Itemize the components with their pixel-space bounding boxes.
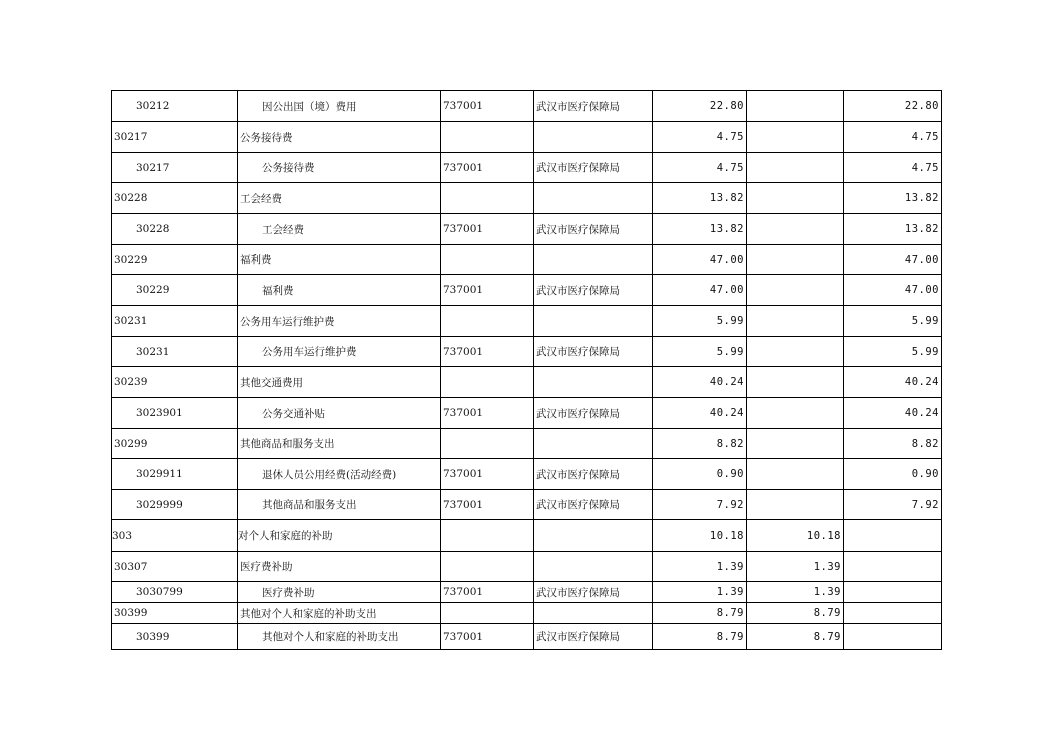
cell-total: 1.39 [653,582,747,603]
cell-total: 22.80 [653,91,747,122]
cell-unit-code: 737001 [441,398,534,429]
cell-subject-name: 公务用车运行维护费 [238,306,441,337]
cell-total: 13.82 [653,214,747,245]
cell-unit-code: 737001 [441,624,534,650]
table-row [112,552,942,582]
cell-subject-name: 公务接待费 [238,153,441,183]
cell-unit-name: 武汉市医疗保障局 [534,582,653,603]
cell-subject-code: 30239 [112,367,238,398]
cell-personnel-expense [747,275,844,306]
cell-unit-code: 737001 [441,582,534,603]
cell-subject-name: 退休人员公用经费(活动经费) [238,459,441,490]
cell-subject-code: 30212 [112,91,238,122]
cell-total: 1.39 [653,552,747,582]
cell-subject-name: 福利费 [238,245,441,275]
cell-unit-name [534,183,653,214]
cell-total: 5.99 [653,306,747,337]
cell-subject-name: 福利费 [238,275,441,306]
cell-total: 0.90 [653,459,747,490]
table-row [112,183,942,214]
cell-subject-name: 工会经费 [238,183,441,214]
cell-public-expense [844,603,942,624]
cell-public-expense [844,624,942,650]
cell-subject-code: 3029911 [112,459,238,490]
table-row [112,367,942,398]
cell-public-expense [844,552,942,582]
cell-personnel-expense [747,306,844,337]
cell-subject-code: 30231 [112,337,238,367]
cell-personnel-expense [747,367,844,398]
cell-personnel-expense [747,122,844,153]
cell-total: 40.24 [653,367,747,398]
cell-unit-name: 武汉市医疗保障局 [534,459,653,490]
table-row [112,91,942,122]
cell-personnel-expense [747,153,844,183]
cell-unit-code [441,367,534,398]
cell-unit-name [534,603,653,624]
cell-total: 47.00 [653,245,747,275]
table-row [112,245,942,275]
cell-unit-name: 武汉市医疗保障局 [534,214,653,245]
table-row [112,306,942,337]
cell-public-expense: 5.99 [844,337,942,367]
cell-personnel-expense [747,398,844,429]
cell-subject-code: 30399 [112,624,238,650]
cell-subject-code: 30228 [112,183,238,214]
cell-total: 8.79 [653,624,747,650]
cell-public-expense: 4.75 [844,122,942,153]
cell-unit-name [534,520,653,552]
cell-public-expense: 5.99 [844,306,942,337]
cell-unit-code [441,520,534,552]
cell-subject-name: 其他对个人和家庭的补助支出 [238,603,441,624]
table-row [112,520,942,552]
cell-public-expense: 4.75 [844,153,942,183]
table-row [112,275,942,306]
cell-subject-code: 30231 [112,306,238,337]
cell-unit-name: 武汉市医疗保障局 [534,153,653,183]
cell-public-expense: 7.92 [844,490,942,520]
cell-total: 13.82 [653,183,747,214]
cell-public-expense: 13.82 [844,183,942,214]
cell-total: 7.92 [653,490,747,520]
cell-subject-name: 工会经费 [238,214,441,245]
cell-unit-code: 737001 [441,275,534,306]
table-row [112,624,942,650]
cell-subject-code: 3030799 [112,582,238,603]
cell-personnel-expense: 8.79 [747,624,844,650]
cell-public-expense: 40.24 [844,367,942,398]
cell-unit-name [534,306,653,337]
cell-unit-code [441,429,534,459]
cell-personnel-expense [747,214,844,245]
cell-subject-code: 30217 [112,153,238,183]
table-row [112,337,942,367]
table-row [112,582,942,603]
cell-unit-code [441,245,534,275]
table-row [112,153,942,183]
table-row [112,122,942,153]
cell-unit-code: 737001 [441,153,534,183]
table-row [112,459,942,490]
cell-unit-name [534,367,653,398]
cell-public-expense: 40.24 [844,398,942,429]
cell-public-expense: 47.00 [844,275,942,306]
cell-subject-code: 30229 [112,245,238,275]
cell-unit-code [441,306,534,337]
cell-public-expense: 47.00 [844,245,942,275]
cell-personnel-expense: 1.39 [747,552,844,582]
cell-subject-name: 医疗费补助 [238,552,441,582]
cell-subject-name: 其他交通费用 [238,367,441,398]
cell-total: 4.75 [653,153,747,183]
cell-subject-code: 30399 [112,603,238,624]
cell-unit-name [534,429,653,459]
cell-total: 4.75 [653,122,747,153]
cell-public-expense [844,582,942,603]
cell-subject-name: 其他商品和服务支出 [238,429,441,459]
cell-subject-code: 30299 [112,429,238,459]
cell-total: 40.24 [653,398,747,429]
cell-unit-name: 武汉市医疗保障局 [534,275,653,306]
cell-personnel-expense: 8.79 [747,603,844,624]
cell-unit-code: 737001 [441,490,534,520]
cell-public-expense: 22.80 [844,91,942,122]
cell-unit-name [534,122,653,153]
table-row [112,214,942,245]
cell-unit-code: 737001 [441,91,534,122]
cell-personnel-expense: 10.18 [747,520,844,552]
cell-subject-name: 公务交通补贴 [238,398,441,429]
cell-subject-name: 公务接待费 [238,122,441,153]
table-row [112,429,942,459]
cell-unit-code: 737001 [441,214,534,245]
cell-subject-code: 3029999 [112,490,238,520]
cell-subject-name: 其他商品和服务支出 [238,490,441,520]
table-row [112,490,942,520]
cell-total: 47.00 [653,275,747,306]
cell-total: 8.82 [653,429,747,459]
cell-subject-name: 公务用车运行维护费 [238,337,441,367]
cell-subject-name: 对个人和家庭的补助 [238,520,441,552]
cell-unit-name: 武汉市医疗保障局 [534,337,653,367]
cell-subject-name: 其他对个人和家庭的补助支出 [238,624,441,650]
cell-unit-code: 737001 [441,337,534,367]
cell-total: 10.18 [653,520,747,552]
cell-unit-name [534,245,653,275]
cell-public-expense: 0.90 [844,459,942,490]
cell-subject-code: 30307 [112,552,238,582]
cell-unit-code [441,122,534,153]
cell-personnel-expense [747,337,844,367]
cell-unit-code [441,183,534,214]
cell-subject-code: 30217 [112,122,238,153]
cell-total: 5.99 [653,337,747,367]
cell-subject-name: 医疗费补助 [238,582,441,603]
cell-unit-name: 武汉市医疗保障局 [534,91,653,122]
budget-table [111,90,942,650]
cell-personnel-expense [747,459,844,490]
cell-subject-code: 30228 [112,214,238,245]
cell-subject-code: 303 [112,520,238,552]
cell-subject-name: 因公出国（境）费用 [238,91,441,122]
cell-subject-code: 30229 [112,275,238,306]
cell-unit-code: 737001 [441,459,534,490]
table-row [112,603,942,624]
cell-public-expense: 8.82 [844,429,942,459]
cell-subject-code: 3023901 [112,398,238,429]
cell-personnel-expense [747,429,844,459]
budget-table-body [112,91,942,650]
cell-unit-name [534,552,653,582]
table-row [112,398,942,429]
cell-unit-code [441,552,534,582]
cell-unit-name: 武汉市医疗保障局 [534,398,653,429]
cell-personnel-expense [747,490,844,520]
cell-personnel-expense [747,183,844,214]
cell-personnel-expense [747,245,844,275]
cell-unit-name: 武汉市医疗保障局 [534,490,653,520]
cell-public-expense: 13.82 [844,214,942,245]
cell-unit-name: 武汉市医疗保障局 [534,624,653,650]
cell-total: 8.79 [653,603,747,624]
cell-personnel-expense: 1.39 [747,582,844,603]
cell-unit-code [441,603,534,624]
cell-personnel-expense [747,91,844,122]
cell-public-expense [844,520,942,552]
